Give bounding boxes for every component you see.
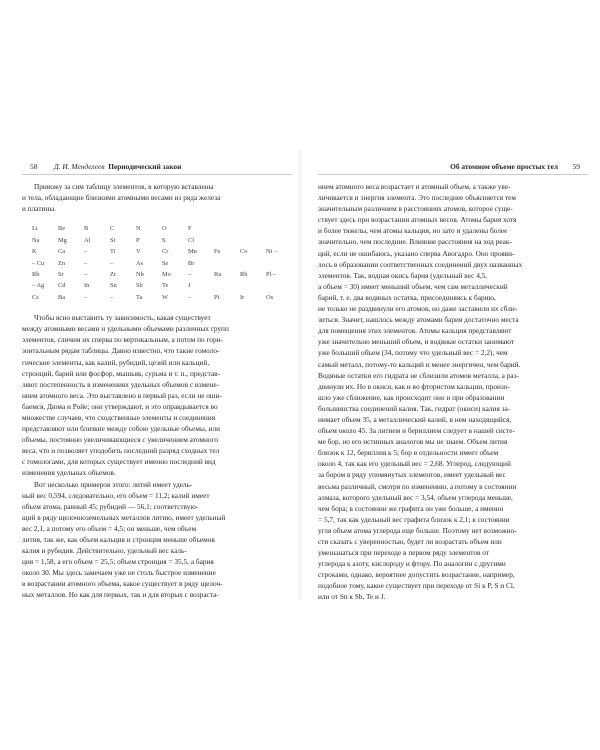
element-cell: Na [32, 236, 40, 244]
element-cell [214, 223, 240, 234]
element-cell: K [32, 248, 37, 256]
element-cell: – [188, 270, 192, 278]
text-line: большинства соединений калия. Так, гидрат (окиси) калия за- [318, 403, 511, 413]
text-line: нием атомного веса возрастает и атомный объем, а также уве- [318, 182, 511, 191]
text-line: сти сказать с уверенностью, будет ли возрастать объем или [318, 537, 502, 546]
elements-table [32, 223, 292, 303]
table-row [32, 269, 292, 280]
element-cell: Ni – [266, 248, 278, 256]
text-line: щий в ряду щелочноземельных металлов литию, имеет удельный [22, 512, 226, 522]
text-line: элементов. Так, водная окись бария (удельный вес 4,5, [318, 270, 488, 280]
text-line: Вот несколько примеров этого: литий имеет удель- [34, 479, 193, 489]
element-cell: Al [84, 236, 91, 244]
element-cell: Sb [136, 282, 143, 290]
book-gutter [297, 150, 303, 600]
element-cell: – [84, 248, 88, 256]
text-line: подобное тому, какое существует при переходе от Si к P, S и Cl, [318, 581, 515, 591]
right-page [318, 160, 588, 603]
text-line: гические элементы, как калий, рубидий, цезий или кальций, [22, 357, 210, 367]
table-row [32, 246, 292, 257]
text-line: между атомными весами и удельными объемами различных групп [22, 324, 229, 334]
element-cell: Ba [58, 293, 66, 301]
left-running-head-text [54, 160, 181, 174]
text-line: представляют или близкие между собою удельные объемы, или [22, 424, 221, 434]
element-cell: Os [266, 293, 274, 301]
text-line: вес 2,1, а потому его объем = 4,5; он меньше, чем объем [22, 523, 197, 533]
element-cell: Zn [58, 259, 66, 267]
element-cell: Li [32, 225, 38, 233]
element-cell: Cl [188, 236, 195, 244]
text-line: Привожу за сим таблицу элементов, в которую вставлены [34, 182, 214, 191]
left-body-paragraphs [22, 312, 292, 600]
text-line: нимает объем 35, а металлический калий, в нем находящийся, [318, 414, 512, 424]
text-line: двинули их. Но в окиси, как и во фтористом кальции, произо- [318, 381, 510, 391]
text-line: Водяные остатки его гидрата не сблизили атомов металла, а раз- [318, 370, 519, 380]
left-page-number: 58 [30, 162, 38, 171]
text-line: не только не раздвинули его атомов, но даже заставили их сбли- [318, 304, 518, 314]
right-running-head [318, 160, 588, 175]
element-cell [240, 235, 266, 246]
element-cell: J [188, 282, 191, 290]
text-line: лось в образовании соответственных соединений двух названных [318, 259, 523, 269]
element-cell: – [188, 293, 192, 301]
right-page-number: 59 [572, 162, 580, 171]
text-line: веса, что и позволяет уподобить последний разряд сходных тел [22, 446, 220, 456]
element-cell: Se [162, 259, 169, 267]
text-line: уменьшаться при переходе в первом ряду элементов от [318, 548, 490, 558]
element-cell: Cd [58, 282, 66, 290]
text-line: зонтальным рядам таблицы. Давно известно, что такие гомоло- [22, 346, 220, 356]
table-row [32, 280, 292, 291]
text-line: = 5,7, так как удельный вес графита близок к 2,1; в состоянии [318, 514, 510, 524]
text-line: и платины. [22, 204, 57, 214]
element-cell: Co [240, 248, 248, 256]
text-line: для помещения этих элементов. Атомы кальция представляют [318, 326, 512, 336]
text-line: личивается и энергия элемента. Это последнее объясняется тем [318, 193, 517, 203]
element-cell: C [110, 225, 115, 233]
text-line: значительно, чем последние. Влияние расстояния на ход реак- [318, 237, 512, 247]
text-line: ных металлов. Но как для первых, так и для вторых с возраста- [22, 590, 219, 600]
text-line: множестве случаев, что сходственные элементы и соединения [22, 412, 216, 422]
text-line: ме бор, но его истинных аналогов мы не знаем. Объем лития [318, 437, 508, 447]
text-line: объемы, постоянно увеличивающиеся с увеличением атомного [22, 435, 218, 445]
text-line: зиться. Значит, нашлось между атомами бария достаточно места [318, 315, 519, 325]
text-line: баемся, Дюма и Ройе; они утверждают, и это оправдывается во [22, 401, 218, 411]
element-cell: – [110, 259, 114, 267]
element-cell: – Cu [32, 259, 45, 267]
running-head-author: Д. И. Менделеев [54, 162, 105, 171]
text-line: Чтобы ясно выставить ту зависимость, какая существует [34, 313, 211, 323]
text-line: изменения удельных объемов. [22, 468, 116, 478]
text-line: угля объем атома углерода еще больше. Поэтому нет возможно- [318, 525, 517, 535]
element-cell: Ru [214, 270, 222, 278]
element-cell: Ir [240, 293, 245, 301]
text-line: с гомологами, для которых существует именно последний вид [22, 457, 216, 467]
element-cell: Be [58, 225, 66, 233]
text-line: и тела, обладающие близкими атомными весами из ряда железа [22, 193, 221, 203]
text-line: за бором в ряду упомянутых элементов, имеет удельный вес [318, 470, 506, 480]
text-line: около 30. Мы здесь замечаем уже не столь быстрое изменение [22, 568, 216, 578]
element-cell: Rh [240, 270, 248, 278]
right-body-paragraphs [318, 181, 588, 603]
text-line: алмаза, которого удельный вес = 3,54, объем углерода меньше, [318, 492, 513, 502]
element-cell: – [84, 293, 88, 301]
table-row [32, 223, 292, 234]
element-cell: Pt [214, 293, 220, 301]
text-line: и более тяжелы, чем атомы кальция, но зато и удалены более [318, 226, 508, 236]
left-running-head [22, 160, 292, 175]
element-cell: Sn [110, 282, 117, 290]
element-cell [214, 235, 240, 246]
element-cell: B [84, 225, 89, 233]
element-cell: S [162, 236, 166, 244]
element-cell: W [162, 293, 169, 301]
element-cell: Br [188, 259, 195, 267]
left-intro-paragraph [22, 181, 292, 214]
element-cell: Mn [188, 248, 197, 256]
text-line: уже больший объем (34, потому что удельный вес = 2,2), чем [318, 348, 508, 358]
element-cell [240, 258, 266, 269]
element-cell: F [188, 225, 192, 233]
element-cell [214, 258, 240, 269]
text-line: нием атомного веса. Это выставлено в первый раз, если не оши- [22, 390, 222, 400]
running-head-title: Периодический закон [108, 162, 182, 171]
element-cell: Fe [214, 248, 221, 256]
table-row [32, 292, 292, 303]
text-line: а объем = 30) имеет меньший объем, чем сам металлический [318, 281, 508, 291]
element-cell: Zr [110, 270, 117, 278]
text-line: ствует здесь при возрастании атомных весов. Атомы бария хотя [318, 215, 517, 225]
table-row [32, 258, 292, 269]
text-line: объем около 45. За литием и бериллием следует в нашей систе- [318, 426, 515, 436]
text-line: уже значительно меньший объем, и водяные остатки занимают [318, 337, 515, 347]
text-line: стронций, барий или фосфор, мышьяк, сурьма и т. п., представ- [22, 368, 220, 378]
text-line: углерода к азоту, кислороду и фтору. По аналогии с другими [318, 559, 506, 569]
element-cell: Sr [58, 270, 64, 278]
element-cell [214, 280, 240, 291]
text-line: близок к 12, бериллия к 5; бор в отдельности имеет объем [318, 448, 499, 458]
text-line: значительным различием в расстояниях атомов, которое суще- [318, 204, 513, 214]
element-cell: – [84, 270, 88, 278]
element-cell: P [136, 236, 140, 244]
element-cell: V [136, 248, 141, 256]
text-line: в возрастании атомного объема, какое существует в ряду щелоч- [22, 579, 223, 589]
text-line: ция = 1,58, а его объем = 25,5; объем стронция = 35,5, а бария [22, 557, 214, 567]
element-cell: N [136, 225, 141, 233]
element-cell: Nb [136, 270, 144, 278]
element-cell: – [110, 293, 114, 301]
element-cell: Cr [162, 248, 169, 256]
element-cell: Te [162, 282, 169, 290]
element-cell: Rb [32, 270, 40, 278]
element-cell: As [136, 259, 144, 267]
element-cell: Mg [58, 236, 67, 244]
text-line: ный вес 0,594, следовательно, его объем = 11,2; калий имеет [22, 490, 210, 500]
element-cell: Ta [136, 293, 143, 301]
text-line: чем бора; в состоянии же графита он уже больше, а именно [318, 503, 504, 513]
text-line: самый металл, потому-то кальций и менее энергичен, чем барий. [318, 359, 521, 369]
text-line: шло уже сближение, как происходит оно и при образовании [318, 392, 505, 402]
table-row [32, 235, 292, 246]
element-cell: Ca [58, 248, 66, 256]
text-line: строками, однако, вероятнее допустить возрастание, например, [318, 570, 515, 580]
element-cell [240, 223, 266, 234]
element-cell [240, 280, 266, 291]
element-cell: Si [110, 236, 116, 244]
element-cell: Cs [32, 293, 39, 301]
element-cell: Ti [110, 248, 116, 256]
element-cell: In [84, 282, 90, 290]
text-line: около 4, так как его удельный вес = 2,68. Углерод, следующий [318, 459, 511, 469]
text-line: ляют постепенность в изменениях удельных объемов с измене- [22, 379, 220, 389]
element-cell: O [162, 225, 167, 233]
text-line: лития, так же, как объем кальция и стронция меньше объемов [22, 535, 215, 544]
text-line: элементов, сличим их сперва по вертикальным, а потом по гори- [22, 335, 223, 345]
element-cell: Pl – [266, 270, 277, 278]
text-line: калия и рубидия. Действительно, удельный вес каль- [22, 546, 187, 556]
element-cell: – [84, 259, 88, 267]
text-line: весьма различный, смотря по изменению, а потому в состоянии [318, 481, 517, 491]
right-running-head-title: Об атомном объеме простых тел [450, 162, 558, 171]
left-page [22, 160, 292, 601]
text-line: объем атома, равный 45; рубидий — 56,1; соответствую- [22, 501, 199, 511]
text-line: барий, т. е. два водяных остатка, присоединяясь к барию, [318, 292, 496, 302]
text-line: ций, если не ошибаюсь, указано сперва Авогадро. Оно прояви- [318, 248, 515, 258]
text-line: или от Sn к Sb, Te и J. [318, 592, 386, 602]
element-cell: Mo [162, 270, 171, 278]
element-cell: – Ag [32, 282, 45, 290]
